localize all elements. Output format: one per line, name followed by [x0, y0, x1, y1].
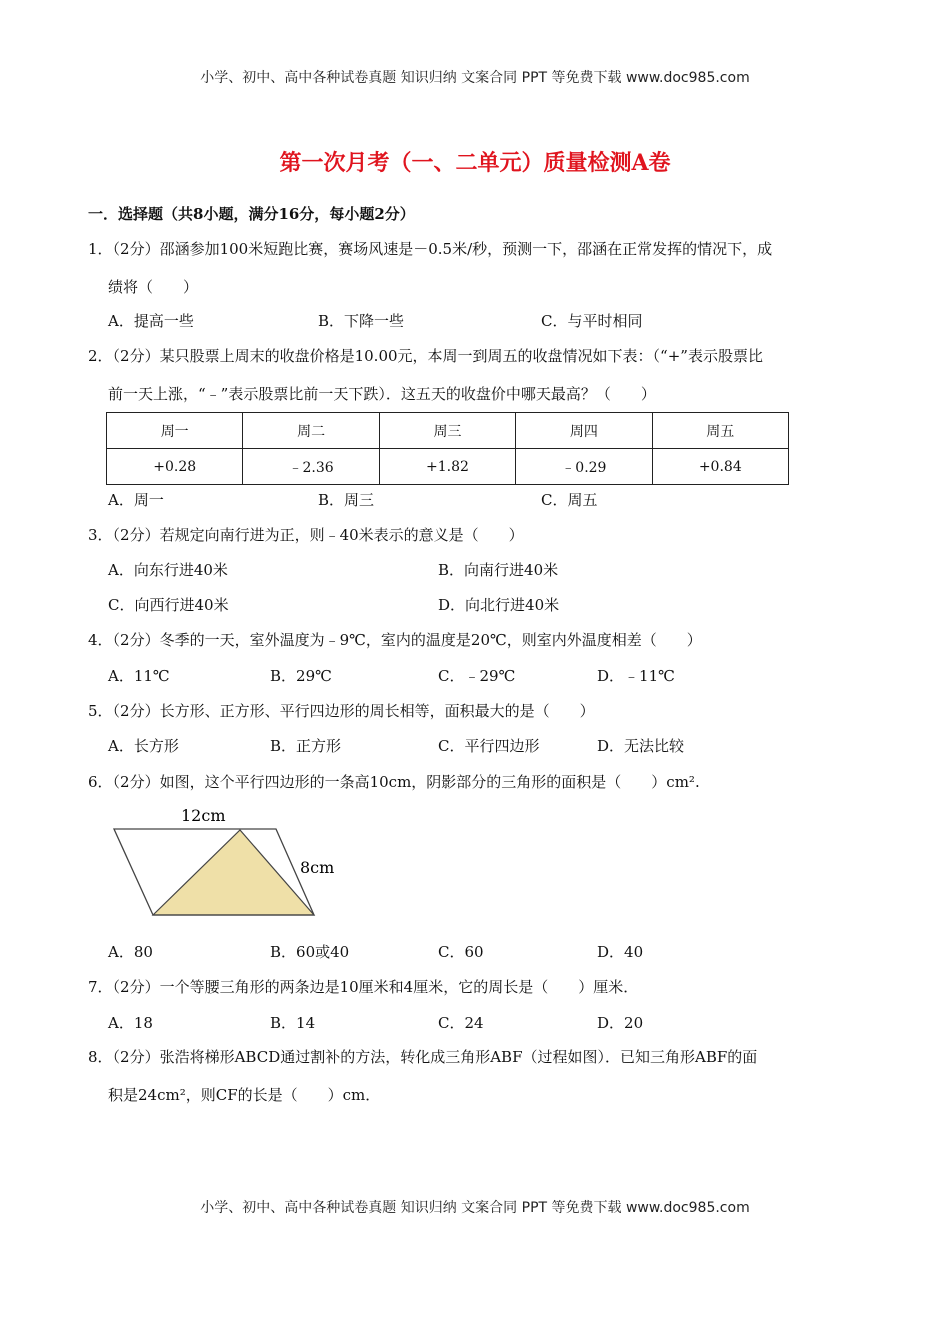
table-cell: +1.82 [379, 449, 515, 485]
q3-option-d: D．向北行进40米 [438, 596, 560, 614]
section-heading: 一．选择题（共8小题，满分16分，每小题2分） [88, 205, 415, 223]
table-cell: ﹣0.29 [516, 449, 652, 485]
q1-option-a: A．提高一些 [108, 312, 194, 330]
q2-option-c: C．周五 [541, 491, 598, 509]
q4-option-c: C．﹣29℃ [438, 667, 516, 685]
q5-option-c: C．平行四边形 [438, 737, 540, 755]
table-row [107, 449, 789, 485]
page-header: 小学、初中、高中各种试卷真题 知识归纳 文案合同 PPT 等免费下载 www.doc985.com [200, 70, 750, 86]
q4-option-b: B．29℃ [270, 667, 332, 685]
q5-text: 5．（2分）长方形、正方形、平行四边形的周长相等，面积最大的是（ ） [88, 702, 595, 720]
q7-option-c: C．24 [438, 1014, 484, 1032]
q3-text: 3．（2分）若规定向南行进为正，则﹣40米表示的意义是（ ） [88, 526, 524, 544]
q4-option-a: A．11℃ [108, 667, 170, 685]
q7-option-b: B．14 [270, 1014, 316, 1032]
q5-option-a: A．长方形 [108, 737, 179, 755]
q6-option-c: C．60 [438, 943, 484, 961]
q4-text: 4．（2分）冬季的一天，室外温度为﹣9℃，室内的温度是20℃，则室内外温度相差（ ） [88, 631, 702, 649]
q5-option-d: D．无法比较 [597, 737, 685, 755]
parallelogram-figure [100, 800, 340, 925]
figure-label-side: 8cm [300, 858, 335, 877]
q7-option-d: D．20 [597, 1014, 644, 1032]
q7-text: 7．（2分）一个等腰三角形的两条边是10厘米和4厘米，它的周长是（ ）厘米． [88, 978, 639, 996]
table-header-row [107, 413, 789, 449]
q2-text-2: 前一天上涨，“﹣”表示股票比前一天下跌）．这五天的收盘价中哪天最高？（ ） [108, 385, 656, 403]
q8-text: 8．（2分）张浩将梯形ABCD通过割补的方法，转化成三角形ABF（过程如图）．已知三角形ABF的面 [88, 1048, 758, 1066]
table-header: 周四 [516, 413, 652, 449]
q7-option-a: A．18 [108, 1014, 153, 1032]
q6-option-d: D．40 [597, 943, 644, 961]
table-header: 周二 [243, 413, 379, 449]
q1-option-c: C．与平时相同 [541, 312, 643, 330]
page-footer: 小学、初中、高中各种试卷真题 知识归纳 文案合同 PPT 等免费下载 www.doc985.com [200, 1200, 750, 1216]
table-header: 周一 [107, 413, 243, 449]
stock-table [106, 412, 789, 485]
q8-text-2: 积是24cm²，则CF的长是（ ）cm． [108, 1086, 381, 1104]
q3-option-a: A．向东行进40米 [108, 561, 228, 579]
q1-text: 1．（2分）邵涵参加100米短跑比赛，赛场风速是－0.5米/秒，预测一下，邵涵在正常发挥的情况下，成 [88, 240, 773, 258]
table-header: 周五 [652, 413, 788, 449]
q2-text: 2．（2分）某只股票上周末的收盘价格是10.00元，本周一到周五的收盘情况如下表：（“+”表示股票比 [88, 347, 763, 365]
q5-option-b: B．正方形 [270, 737, 342, 755]
table-cell: ﹣2.36 [243, 449, 379, 485]
q3-option-c: C．向西行进40米 [108, 596, 229, 614]
q6-text: 6．（2分）如图，这个平行四边形的一条高10cm，阴影部分的三角形的面积是（ ）cm². [88, 773, 700, 791]
q6-option-b: B．60或40 [270, 943, 350, 961]
q2-option-b: B．周三 [318, 491, 375, 509]
q4-option-d: D．﹣11℃ [597, 667, 675, 685]
table-header: 周三 [379, 413, 515, 449]
figure-label-top: 12cm [181, 806, 226, 825]
q3-option-b: B．向南行进40米 [438, 561, 559, 579]
page-title: 第一次月考（一、二单元）质量检测A卷 [279, 150, 671, 176]
q2-option-a: A．周一 [108, 491, 164, 509]
q1-option-b: B．下降一些 [318, 312, 405, 330]
table-cell: +0.28 [107, 449, 243, 485]
q6-option-a: A．80 [108, 943, 153, 961]
q1-text-2: 绩将（ ） [108, 278, 199, 296]
table-cell: +0.84 [652, 449, 788, 485]
